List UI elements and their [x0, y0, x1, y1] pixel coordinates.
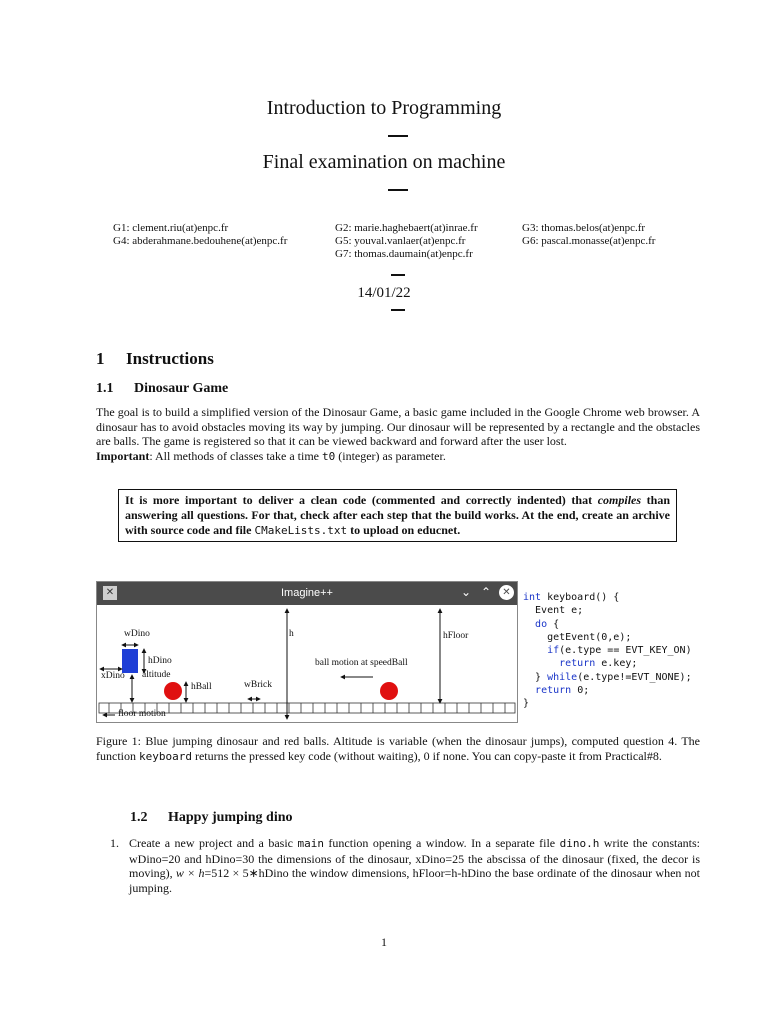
- intro-paragraph: The goal is to build a simplified version of the Dinosaur Game, a basic game included in the Google Chrome web browser. A dinosaur has to avoid obstacles moving its way by jumping. Our dinosaur will be represented by a rectangle and the obstacles are balls. The game is registered so that it can be viewed backward and forward after the user lost. Important: All methods of classes take a time t0 (integer) as parameter.: [96, 405, 700, 463]
- label-ball-motion: ball motion at speedBall: [315, 658, 408, 668]
- section-heading: 1 Instructions: [96, 349, 214, 368]
- code-line: Event e;: [523, 605, 584, 617]
- code-line: getEvent(0,e);: [523, 631, 632, 643]
- date-separator: [391, 274, 405, 276]
- subsection-heading: 1.2 Happy jumping dino: [130, 810, 293, 825]
- title-separator: [388, 135, 408, 137]
- chevron-up-icon[interactable]: ⌃: [481, 585, 492, 599]
- ball: [164, 682, 182, 700]
- date-separator: [391, 309, 405, 311]
- contact-g6: G6: pascal.monasse(at)enpc.fr: [522, 235, 656, 247]
- code-line: if(e.type == EVT_KEY_ON): [547, 645, 692, 657]
- close-icon[interactable]: ✕: [499, 585, 514, 600]
- title-line-1: Introduction to Programming: [266, 97, 502, 119]
- page-number: 1: [381, 935, 387, 949]
- title-line-2: Final examination on machine: [262, 151, 506, 173]
- contact-g2: G2: marie.haghebaert(at)inrae.fr: [335, 222, 478, 234]
- code-line: return e.key;: [559, 658, 638, 670]
- app-icon: ✕: [103, 586, 117, 600]
- keyboard-code-listing: [523, 591, 692, 711]
- exam-date: 14/01/22: [357, 285, 411, 301]
- code-line: } while(e.type!=EVT_NONE);: [523, 671, 692, 683]
- label-altitude: altitude: [142, 670, 171, 680]
- label-hball: hBall: [191, 682, 212, 692]
- code-line: return 0;: [535, 685, 590, 697]
- label-wbrick: wBrick: [244, 680, 272, 690]
- code-line: int keyboard() {: [523, 592, 620, 603]
- ball: [380, 682, 398, 700]
- list-item-number: 1.: [110, 836, 119, 850]
- contact-g3: G3: thomas.belos(at)enpc.fr: [522, 222, 646, 234]
- chevron-down-icon[interactable]: ⌄: [461, 585, 472, 599]
- label-xdino: xDino: [101, 671, 125, 681]
- dino-rectangle: [122, 649, 138, 673]
- game-window-figure: [96, 581, 518, 723]
- contact-g5: G5: youval.vanlaer(at)enpc.fr: [335, 235, 466, 247]
- label-wdino: wDino: [124, 629, 150, 639]
- title-separator: [388, 189, 408, 191]
- figure-caption: Figure 1: Blue jumping dinosaur and red balls. Altitude is variable (when the dinosaur jumps), computed question 4. The function keyboard returns the pressed key code (without waiting), 0 if none. You can copy-paste it from Practical#8.: [96, 734, 700, 763]
- contact-g7: G7: thomas.daumain(at)enpc.fr: [335, 248, 473, 260]
- contact-g4: G4: abderahmane.bedouhene(at)enpc.fr: [113, 235, 288, 247]
- code-line: }: [523, 698, 530, 710]
- label-floor-motion: floor motion: [118, 709, 166, 719]
- label-hdino: hDino: [148, 656, 172, 666]
- label-hfloor: hFloor: [443, 631, 469, 641]
- code-line: do {: [535, 618, 560, 630]
- subsection-heading: 1.1 Dinosaur Game: [96, 381, 229, 396]
- label-h: h: [289, 629, 294, 639]
- list-item: 1. Create a new project and a basic main function opening a window. In a separate file dino.h write the constants: wDino=20 and hDino=30 the dimensions of the dinosaur, xDino=25 the abscissa of the dinosaur (fixed, the decor is moving), w × h=512 × 5∗hDino the window dimensions, hFloor=h-hDino the base ordinate of the dinosaur when not jumping.: [110, 836, 701, 895]
- window-title: Imagine++: [281, 587, 333, 599]
- contact-g1: G1: clement.riu(at)enpc.fr: [113, 222, 229, 234]
- window-titlebar: [97, 582, 517, 605]
- important-notice-box: It is more important to deliver a clean code (commented and correctly indented) that compiles than answering all questions. For that, check after each step that the build works. At the end, create an archive with source code and file CMakeLists.txt to upload on educnet.: [118, 489, 677, 542]
